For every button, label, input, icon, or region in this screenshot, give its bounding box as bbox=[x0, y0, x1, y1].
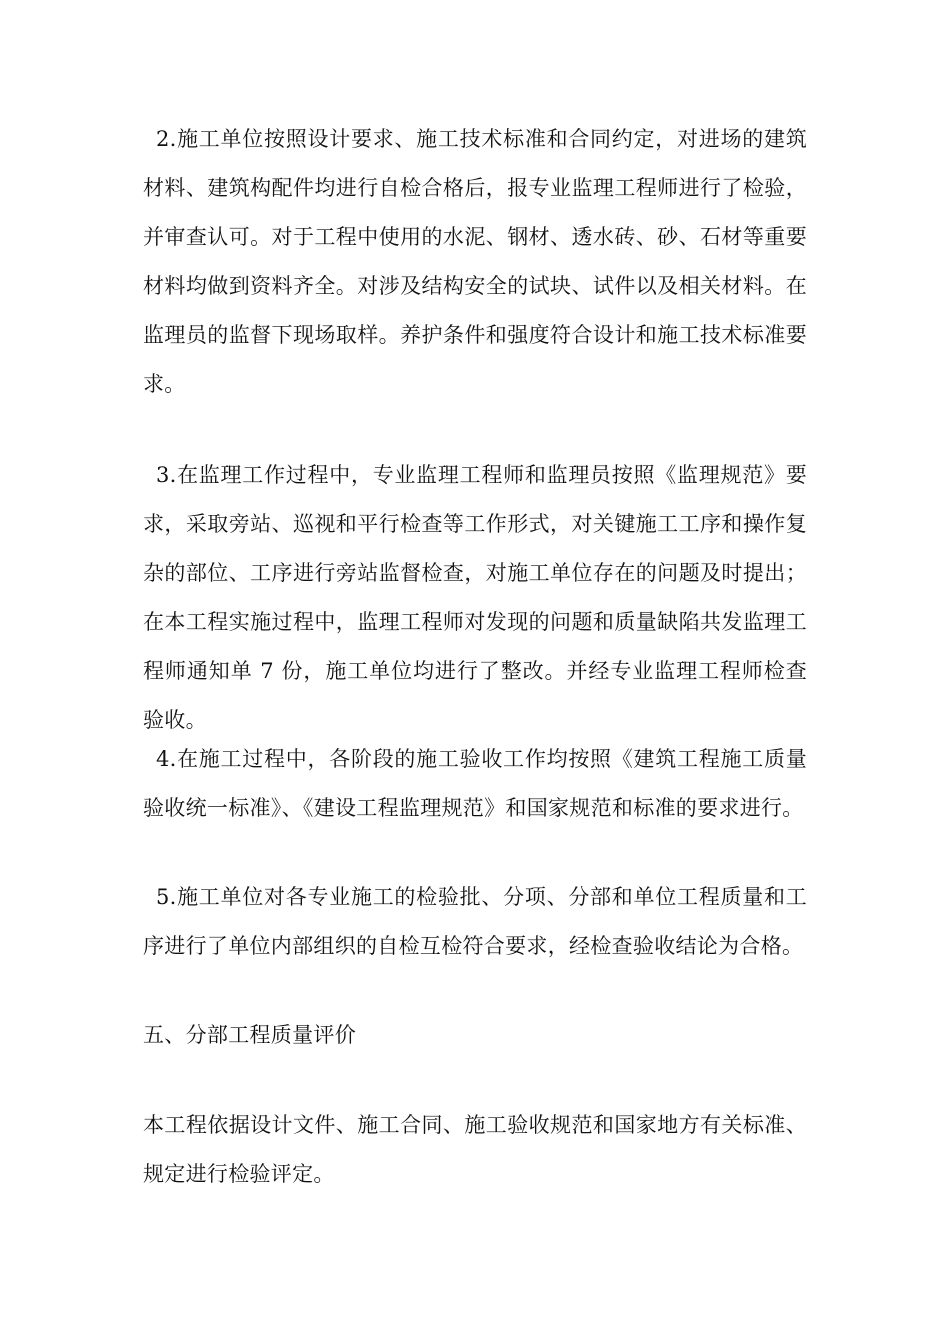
paragraph-item-3: 3.在监理工作过程中，专业监理工程师和监理员按照《监理规范》要求，采取旁站、巡视和平行检查等工作形式，对关键施工工序和操作复杂的部位、工序进行旁站监督检查，对施工单位存在的问题及时提出；在本工程实施过程中，监理工程师对发现的问题和质量缺陷共发监理工程师通知单 7 份，施工单位均进行了整改。并经专业监理工程师检查验收。 bbox=[143, 463, 807, 732]
paragraph-item-4: 4.在施工过程中，各阶段的施工验收工作均按照《建筑工程施工质量验收统一标准》、《建设工程监理规范》和国家规范和标准的要求进行。 bbox=[143, 747, 807, 820]
section-heading: 五、分部工程质量评价 bbox=[143, 1023, 356, 1047]
paragraph-item-2: 2.施工单位按照设计要求、施工技术标准和合同约定，对进场的建筑材料、建筑构配件均进行自检合格后，报专业监理工程师进行了检验，并审查认可。对于工程中使用的水泥、钢材、透水砖、砂、石材等重要材料均做到资料齐全。对涉及结构安全的试块、试件以及相关材料。在监理员的监督下现场取样。养护条件和强度符合设计和施工技术标准要求。 bbox=[143, 127, 807, 396]
section-paragraph: 本工程依据设计文件、施工合同、施工验收规范和国家地方有关标准、规定进行检验评定。 bbox=[143, 1113, 807, 1186]
paragraph-item-5: 5.施工单位对各专业施工的检验批、分项、分部和单位工程质量和工序进行了单位内部组织的自检互检符合要求，经检查验收结论为合格。 bbox=[143, 885, 807, 958]
